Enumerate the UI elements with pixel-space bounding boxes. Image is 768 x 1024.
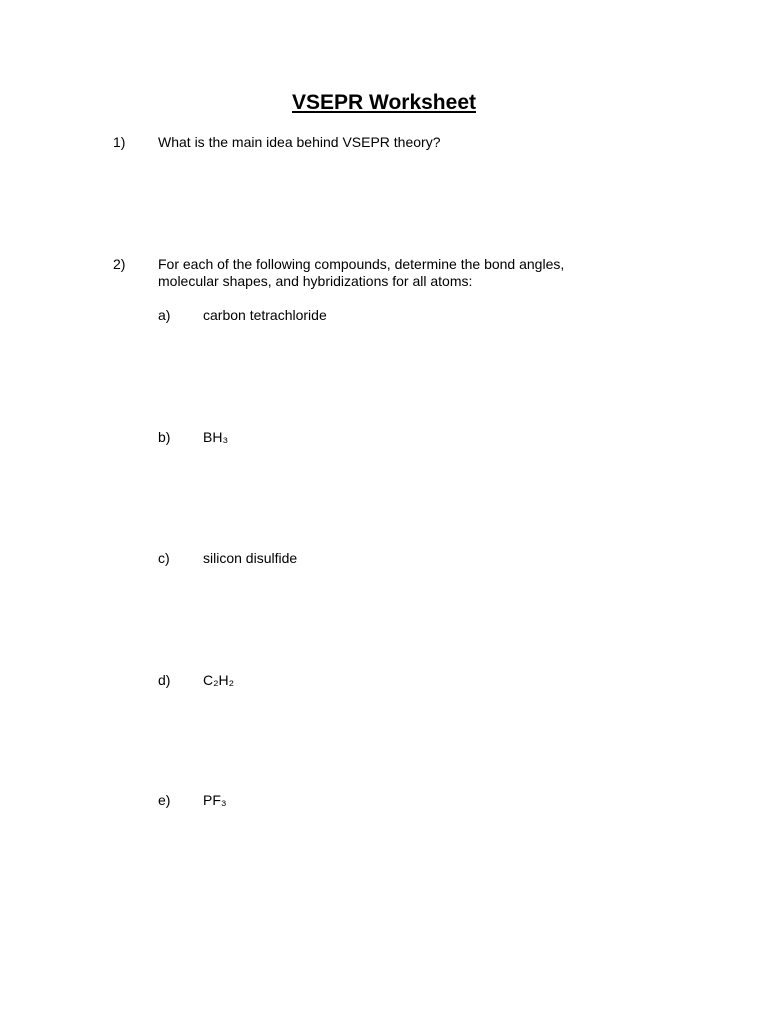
item-c-letter: c) <box>158 550 170 566</box>
item-e-text: PF₃ <box>203 792 227 808</box>
item-a-letter: a) <box>158 307 171 323</box>
question-1-text: What is the main idea behind VSEPR theory? <box>158 134 441 150</box>
question-2-text-line-2: molecular shapes, and hybridizations for all atoms: <box>158 273 473 289</box>
item-c-text: silicon disulfide <box>203 550 298 566</box>
item-b-text: BH₃ <box>203 429 229 445</box>
question-1-number: 1) <box>113 134 126 150</box>
question-2-text-line-1: For each of the following compounds, determine the bond angles, <box>158 256 565 272</box>
item-e-letter: e) <box>158 792 171 808</box>
item-d-text: C₂H₂ <box>203 672 235 688</box>
item-d-letter: d) <box>158 672 171 688</box>
worksheet-title: VSEPR Worksheet <box>291 91 476 114</box>
question-2-number: 2) <box>113 256 126 272</box>
item-b-letter: b) <box>158 429 171 445</box>
item-a-text: carbon tetrachloride <box>203 307 327 323</box>
